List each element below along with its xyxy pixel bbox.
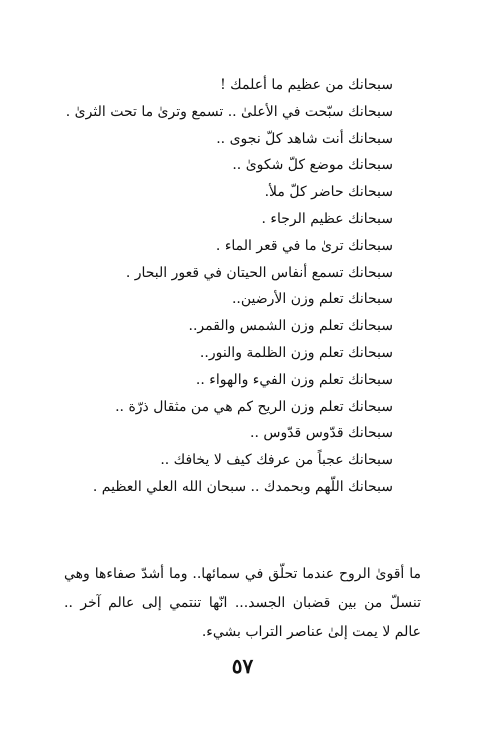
verse-list (65, 72, 393, 501)
verse-line: سبحانك تعلم وزن الظلمة والنور.. (199, 344, 393, 361)
verse-line: سبحانك قدّوس قدّوس .. (250, 425, 393, 442)
verse-line: سبحانك تعلم وزن الأرضين.. (231, 291, 393, 308)
verse-line: سبحانك عظيم الرجاء . (261, 210, 393, 227)
verse-line: سبحانك تسمع أنفاس الحيتان في قعور البحار . (125, 264, 393, 281)
closing-paragraph: ما أقوىٰ الروح عندما تحلّق في سمائها.. وما أشدّ صفاءها وهي تنسلّ من بين قضبان الجسد... انّها تنتمي إلى عالم آخر .. عالم لا يمت إلىٰ عناصر التراب بشيء. (64, 566, 421, 640)
verse-line: سبحانك أنت شاهد كلّ نجوى .. (216, 130, 393, 147)
verse-line: سبحانك سبّحت في الأعلىٰ .. تسمع وترىٰ ما تحت الثرىٰ . (65, 103, 393, 120)
verse-line: سبحانك تعلم وزن الريح كم هي من مثقال ذرّة .. (115, 398, 393, 415)
verse-line: سبحانك عجباً من عرفك كيف لا يخافك .. (160, 452, 393, 469)
page-number: ٥٧ (231, 654, 254, 678)
verse-line: سبحانك اللّهم وبحمدك .. سبحان الله العلي العظيم . (92, 478, 393, 495)
verse-line: سبحانك من عظيم ما أعلمك ! (220, 77, 393, 93)
verse-line: سبحانك موضع كلّ شكوىٰ .. (232, 157, 393, 174)
verse-line: سبحانك تعلم وزن الشمس والقمر.. (188, 318, 393, 335)
verse-line: سبحانك حاضر كلّ ملأ. (264, 184, 393, 201)
verse-line: سبحانك ترىٰ ما في قعر الماء . (215, 237, 393, 254)
verse-line: سبحانك تعلم وزن الفيء والهواء .. (195, 371, 393, 388)
